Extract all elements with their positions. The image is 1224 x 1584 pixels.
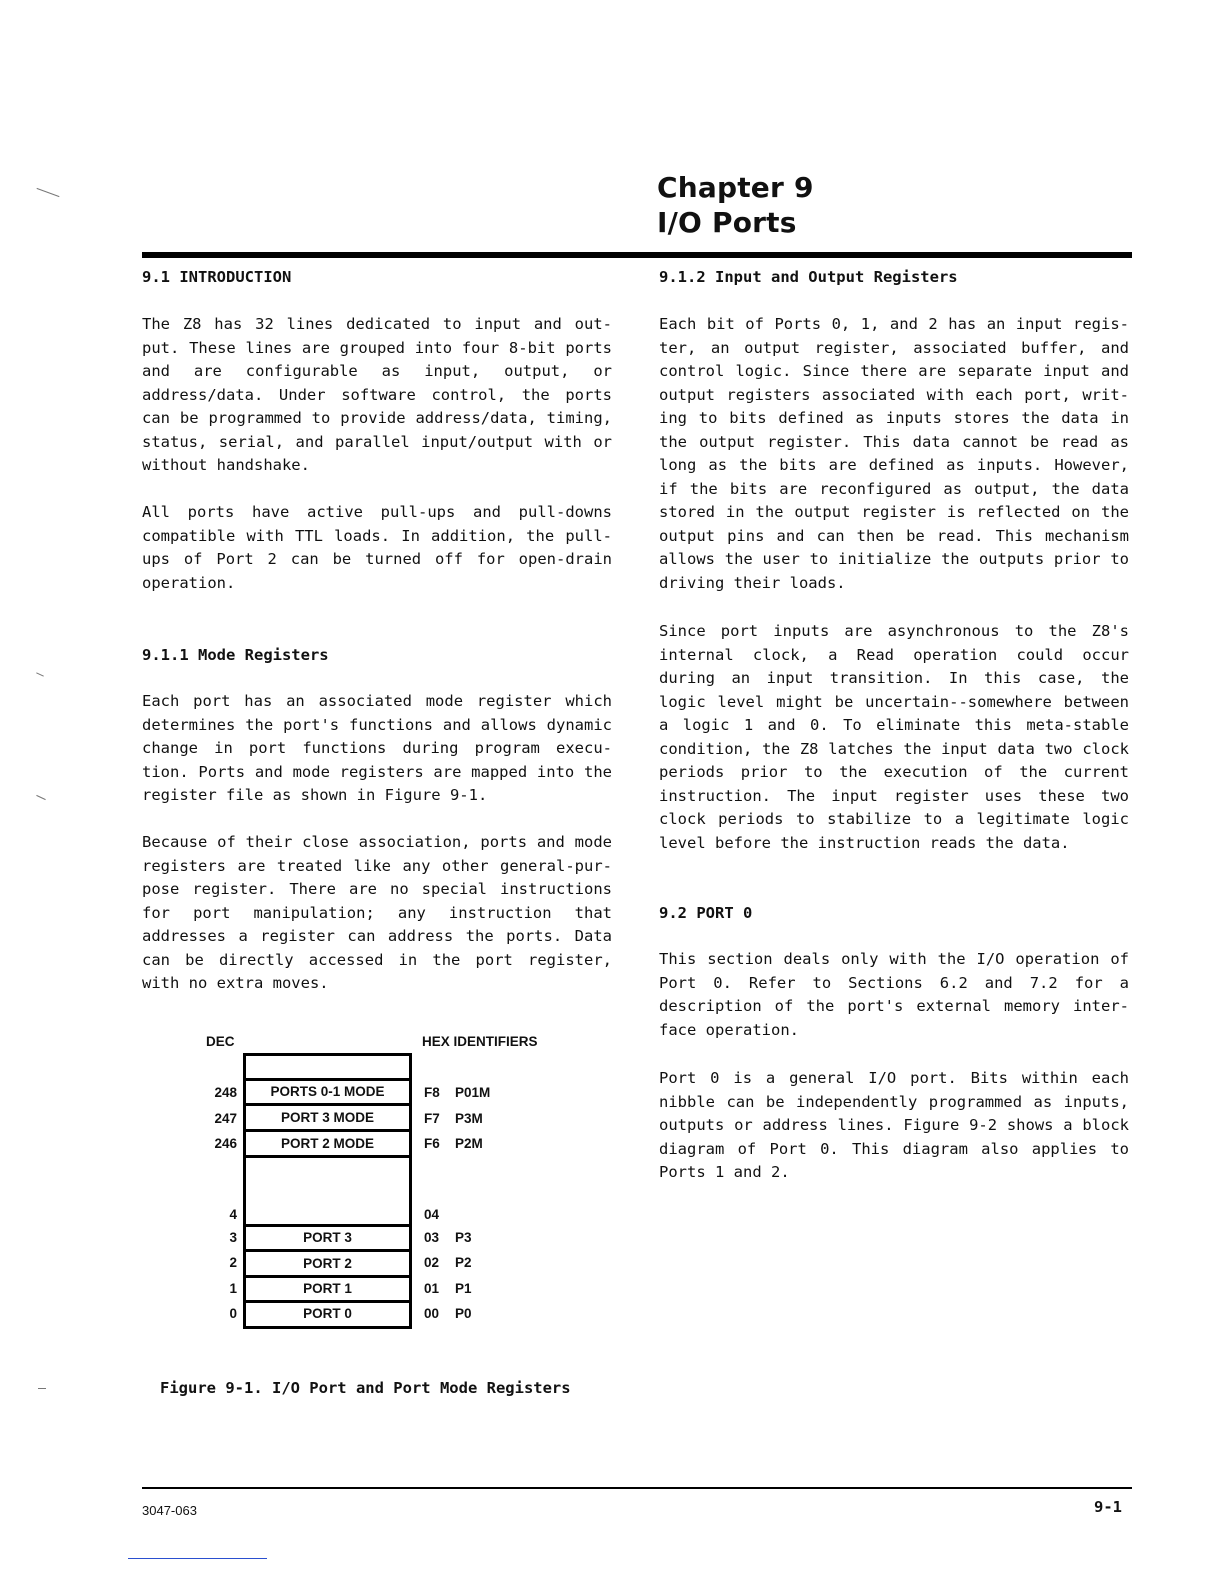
scan-mark [36, 795, 45, 800]
paragraph-io-2: Since port inputs are asynchronous to the Z8's internal clock, a Read operation could occur during an input transition. In this case, the logic level might be uncertain--somewhere between a logic 1 and 0. To eliminate this meta-stable condition, the Z8 latches the input data two clock periods prior to the execution of the current instruction. The input register uses these two clock periods to stabilize to a legitimate logic level before the instruction reads the data. [659, 622, 1129, 852]
paragraph-io-1: Each bit of Ports 0, 1, and 2 has an input regis-ter, an output register, associated buffer, and control logic. Since there are separate input and output registers associated with each port, writ-ing to bits defined as inputs stores the data in the output register. This data cannot be read as long as the bits are defined as inputs. However, if the bits are reconfigured as output, the data stored in the output register is reflected on the output pins and can then be read. This mechanism allows the user to initialize the outputs prior to driving their loads. [659, 315, 1129, 592]
register-cell-port1: PORT 1 [246, 1278, 409, 1303]
link-underline [128, 1558, 267, 1559]
hex-value: 03 [424, 1230, 440, 1245]
register-cell-empty-top [246, 1056, 409, 1081]
register-cell-p01m: PORTS 0-1 MODE [246, 1081, 409, 1106]
figure-caption: Figure 9-1. I/O Port and Port Mode Registers [160, 1379, 571, 1397]
paragraph-pullups: All ports have active pull-ups and pull-downs compatible with TTL loads. In addition, the pull-ups of Port 2 can be turned off for open-drain operation. [142, 503, 612, 592]
section-heading-port0: 9.2 PORT 0 [659, 904, 753, 922]
scan-mark [38, 1388, 46, 1389]
paragraph-port0-2: Port 0 is a general I/O port. Bits within each nibble can be independently programmed as inputs, outputs or address lines. Figure 9-2 shows a block diagram of Port 0. This diagram also applies to Ports 1 and 2. [659, 1069, 1129, 1181]
paragraph-intro: The Z8 has 32 lines dedicated to input and out-put. These lines are grouped into four 8-bit ports and are configurable as input, output, or address/data. Under software control, the ports can be programmed to provide address/data, timing, status, serial, and parallel input/output with or without handshake. [142, 315, 612, 474]
chapter-title [657, 170, 814, 240]
footer-rule [142, 1487, 1132, 1489]
register-cell-port3: PORT 3 [246, 1227, 409, 1252]
chapter-number: Chapter 9 [657, 171, 814, 204]
dec-value: 1 [229, 1281, 237, 1296]
dec-value: 4 [229, 1207, 237, 1222]
hex-value: 01 [424, 1281, 440, 1296]
header-rule [142, 252, 1132, 258]
dec-value: 246 [214, 1136, 237, 1151]
dec-value: 247 [214, 1111, 237, 1126]
hex-value: F8 [424, 1085, 440, 1100]
paragraph-mode-1: Each port has an associated mode register which determines the port's functions and allows dynamic change in port functions during program execu-tion. Ports and mode registers are mapped into the register file as shown in Figure 9-1. [142, 692, 612, 804]
hex-value: F6 [424, 1136, 440, 1151]
hex-identifier: P1 [455, 1281, 472, 1296]
register-column [243, 1053, 412, 1329]
page-number: 9-1 [1094, 1498, 1122, 1516]
register-cell-port0: PORT 0 [303, 1306, 352, 1321]
paragraph-port0-1: This section deals only with the I/O operation of Port 0. Refer to Sections 6.2 and 7.2 for a description of the port's external memory inter-face operation. [659, 950, 1129, 1039]
dec-header: DEC [206, 1034, 235, 1049]
hex-identifier: P0 [455, 1306, 472, 1321]
hex-identifier: P3 [455, 1230, 472, 1245]
scan-mark [36, 672, 44, 676]
document-number: 3047-063 [142, 1503, 197, 1518]
hex-header: HEX IDENTIFIERS [422, 1034, 538, 1049]
dec-value: 2 [229, 1255, 237, 1270]
register-cell-p2m: PORT 2 MODE [246, 1132, 409, 1158]
register-cell-p3m: PORT 3 MODE [246, 1106, 409, 1132]
hex-identifier: P2M [455, 1136, 483, 1151]
paragraph-mode-2: Because of their close association, ports and mode registers are treated like any other general-pur-pose register. There are no special instructions for port manipulation; any instruction that addresses a register can address the ports. Data can be directly accessed in the port register, with no extra moves. [142, 833, 612, 992]
section-heading-io-registers: 9.1.2 Input and Output Registers [659, 268, 958, 286]
chapter-name: I/O Ports [657, 206, 797, 239]
section-heading-introduction: 9.1 INTRODUCTION [142, 268, 292, 286]
dec-value: 3 [229, 1230, 237, 1245]
hex-value: F7 [424, 1111, 440, 1126]
hex-value: 00 [424, 1306, 440, 1321]
register-cell-port2: PORT 2 [246, 1252, 409, 1278]
hex-value: 02 [424, 1255, 440, 1270]
hex-identifier: P3M [455, 1111, 483, 1126]
scan-mark [37, 188, 60, 197]
hex-identifier: P2 [455, 1255, 472, 1270]
register-cell-gap [246, 1158, 409, 1227]
dec-value: 248 [214, 1085, 237, 1100]
hex-identifier: P01M [455, 1085, 491, 1100]
dec-value: 0 [229, 1306, 237, 1321]
hex-value: 04 [424, 1207, 440, 1222]
section-heading-mode-registers: 9.1.1 Mode Registers [142, 646, 329, 664]
